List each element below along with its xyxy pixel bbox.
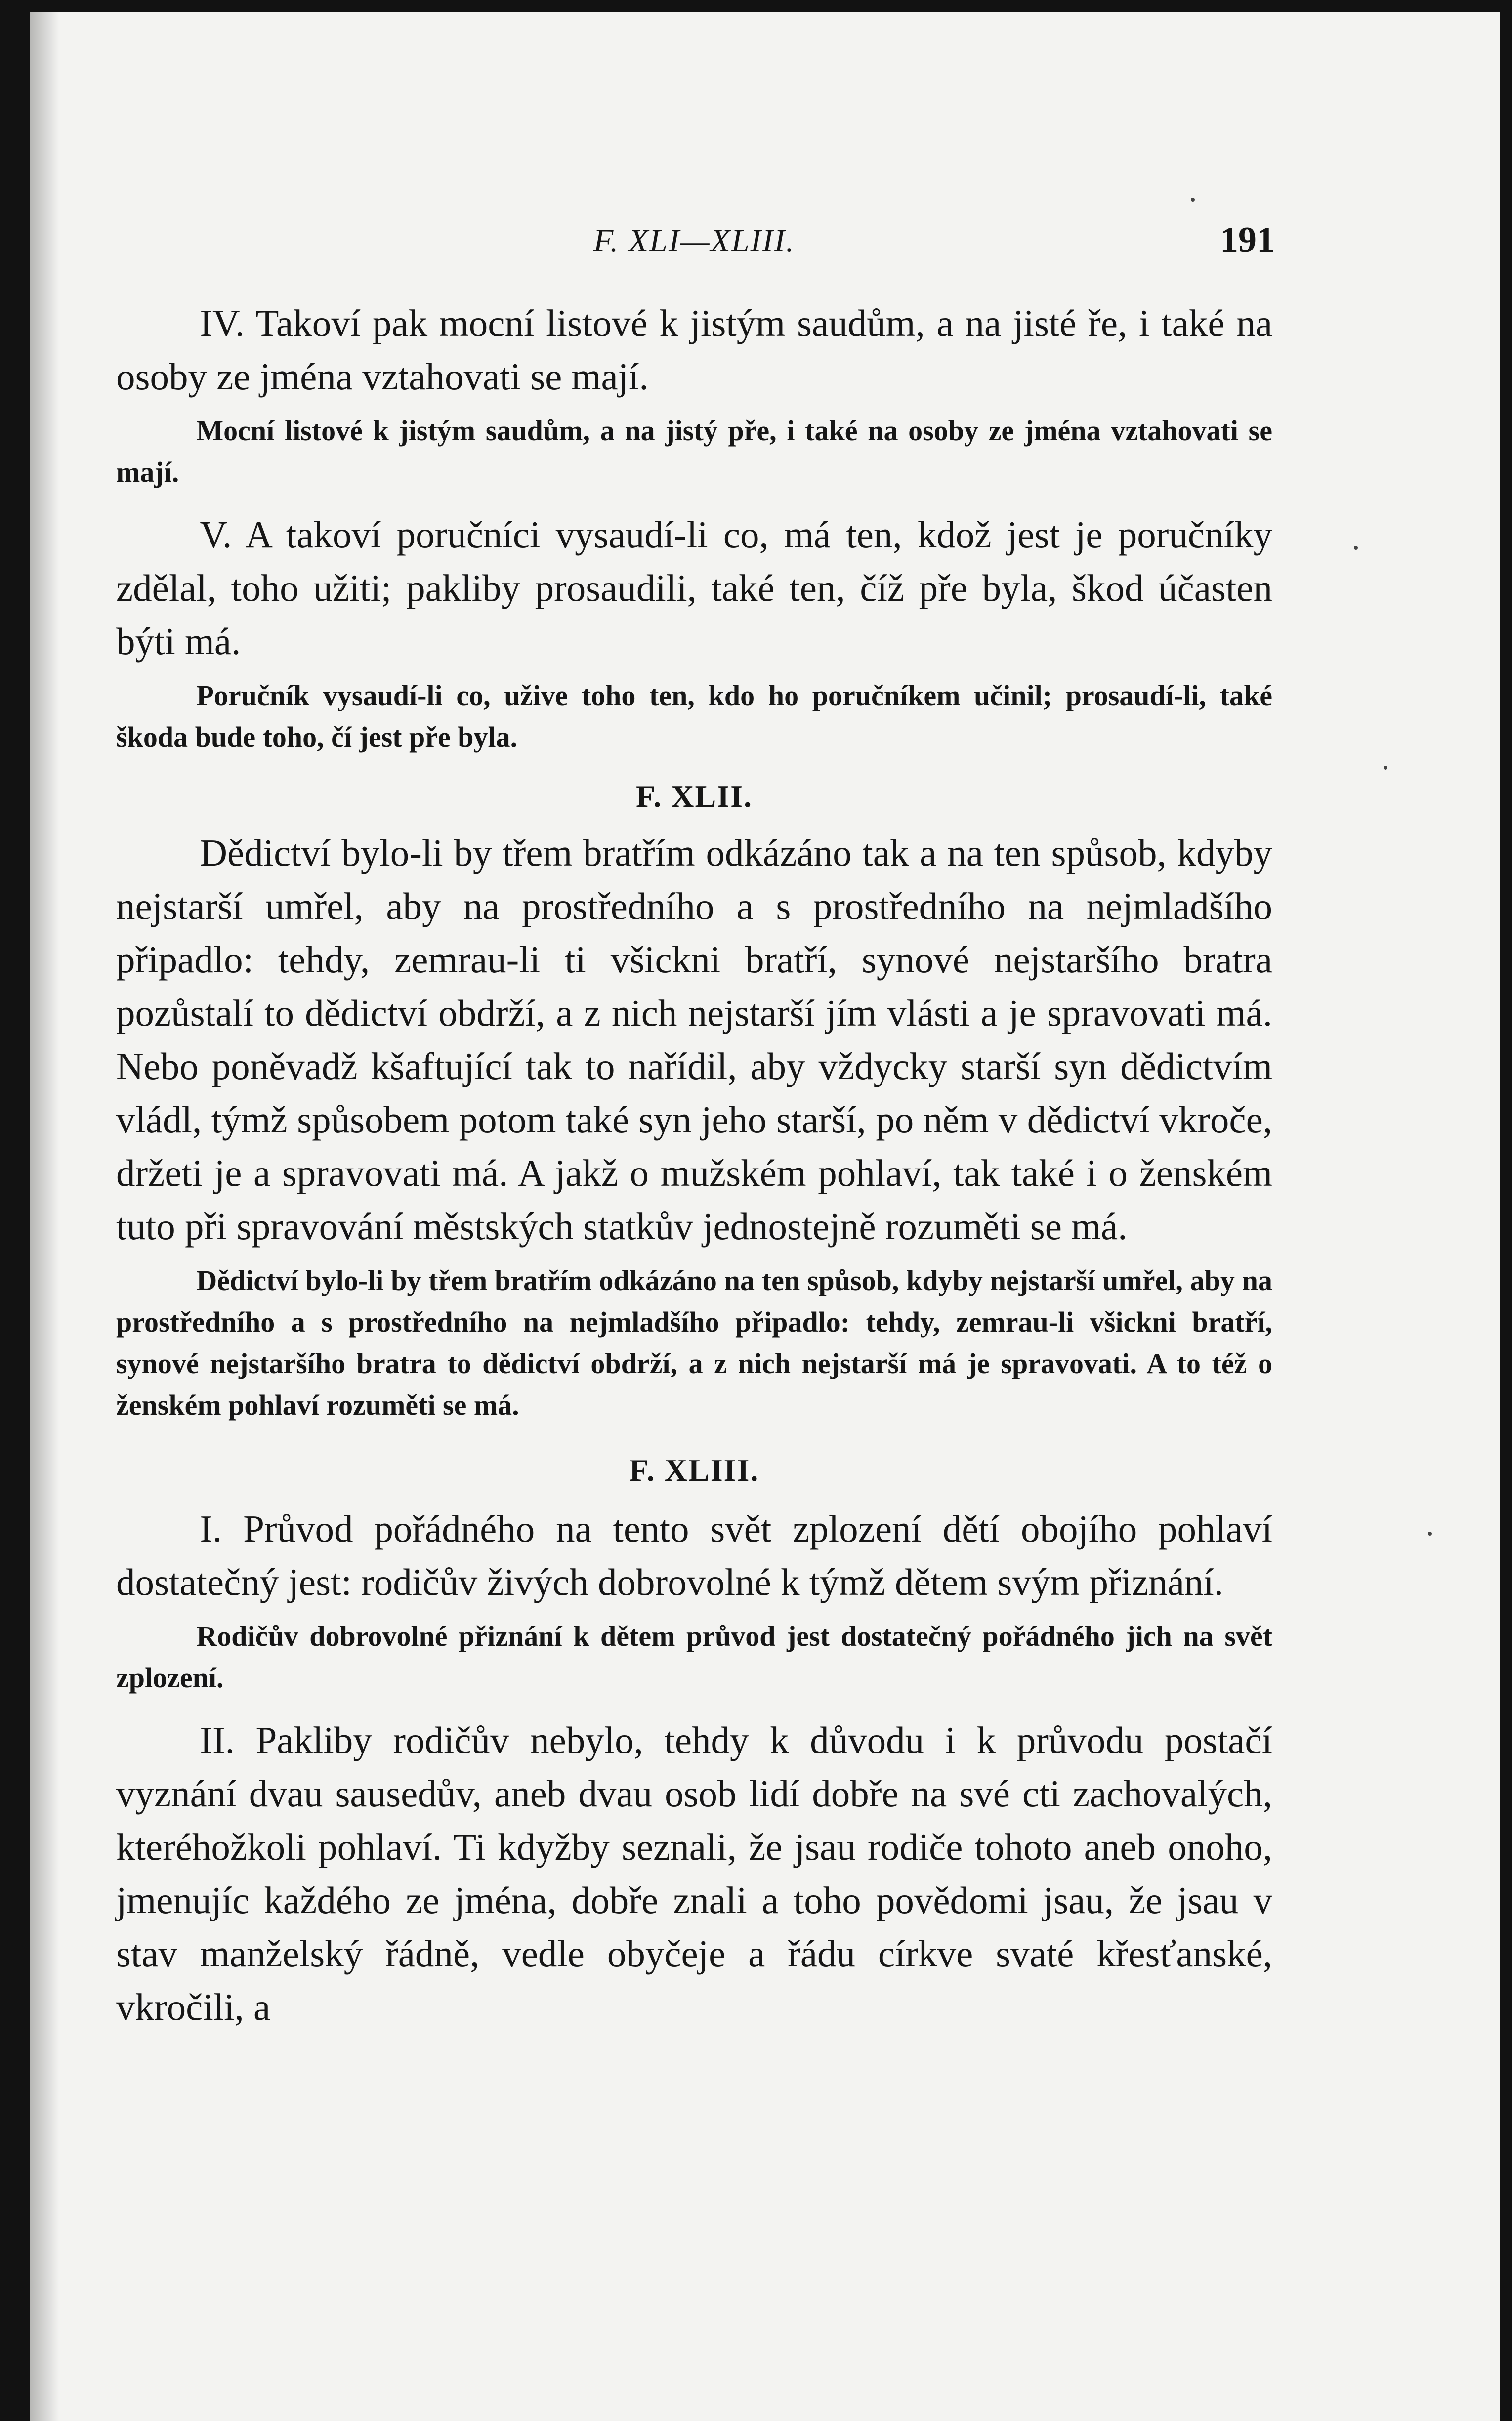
summary-xliii-i: Rodičův dobrovolné přiznání k dětem průvod jest dostatečný pořádného jich na svět zplození. xyxy=(116,1620,1272,1694)
summary-xlii: Dědictví bylo-li by třem bratřím odkázáno na ten spůsob, kdyby nejstarší umřel, aby na prostředního a s prostředního na nejmladšího připadlo: tehdy, zemrau-li všickni bratří, synové nejstaršího bratra to dědictví obdrží, a z nich nejstarší má je spravovati. A to též o ženském pohlaví rozuměti se má. xyxy=(116,1264,1272,1421)
paragraph-iv: IV. Takoví pak mocní listové k jistým saudům, a na jisté ře, i také na osoby ze jména vztahovati se mají. xyxy=(116,302,1272,398)
paragraph-xliii-i: I. Průvod pořádného na tento svět zplození dětí obojího pohlaví dostatečný jest: rodičův živých dobrovolné k týmž dětem svým přiznání. xyxy=(116,1507,1272,1603)
summary-iv: Mocní listové k jistým saudům, a na jistý pře, i také na osoby ze jména vztahovati se mají. xyxy=(116,415,1272,488)
section-title-xlii: F. XLII. xyxy=(636,779,753,814)
scan-speck xyxy=(1428,1532,1432,1536)
page-text xyxy=(116,212,1275,2034)
paragraph-xliii-ii: II. Pakliby rodičův nebylo, tehdy k důvodu i k průvodu postačí vyznání dvau sausedův, aneb dvau osob lidí dobře na své cti zachovalých, kteréhožkoli pohlaví. Ti kdyžby seznali, že jsau rodiče tohoto aneb onoho, jmenujíc každého ze jména, dobře znali a toho povědomi jsau, že jsau v stav manželský řádně, vedle obyčeje a řádu církve svaté křesťanské, vkročili, a xyxy=(116,1719,1272,2028)
paragraph-xlii: Dědictví bylo-li by třem bratřím odkázáno tak a na ten spůsob, kdyby nejstarší umřel, aby na prostředního a s prostředního na nejmladšího připadlo: tehdy, zemrau-li ti všickni bratří, synové nejstaršího bratra pozůstalí to dědictví obdrží, a z nich nejstarší jím vlásti a je spravovati má. Nebo poněvadž kšaftující tak to nařídil, aby vždycky starší syn dědictvím vládl, týmž spůsobem potom také syn jeho starší, po něm v dědictví vkroče, držeti je a spravovati má. A jakž o mužském pohlaví, tak také i o ženském tuto při spravování městských statkův jednostejně rozuměti se má. xyxy=(116,832,1272,1248)
scan-speck xyxy=(1384,766,1387,770)
paragraph-v: V. A takoví poručníci vysaudí-li co, má ten, kdož jest je poručníky zdělal, toho užiti; pakliby prosaudili, také ten, číž pře byla, škod účasten býti má. xyxy=(116,513,1272,663)
scan-speck xyxy=(1191,198,1195,202)
scan-speck xyxy=(1354,546,1358,550)
section-title-xliii: F. XLIII. xyxy=(629,1453,759,1488)
page-number: 191 xyxy=(1220,220,1275,260)
summary-v: Poručník vysaudí-li co, užive toho ten, kdo ho poručníkem učinil; prosaudí-li, také škoda bude toho, čí jest pře byla. xyxy=(116,679,1272,753)
running-header xyxy=(116,212,1275,267)
binding-shadow xyxy=(30,12,59,2421)
header-title: F. XLI—XLIII. xyxy=(593,223,795,259)
